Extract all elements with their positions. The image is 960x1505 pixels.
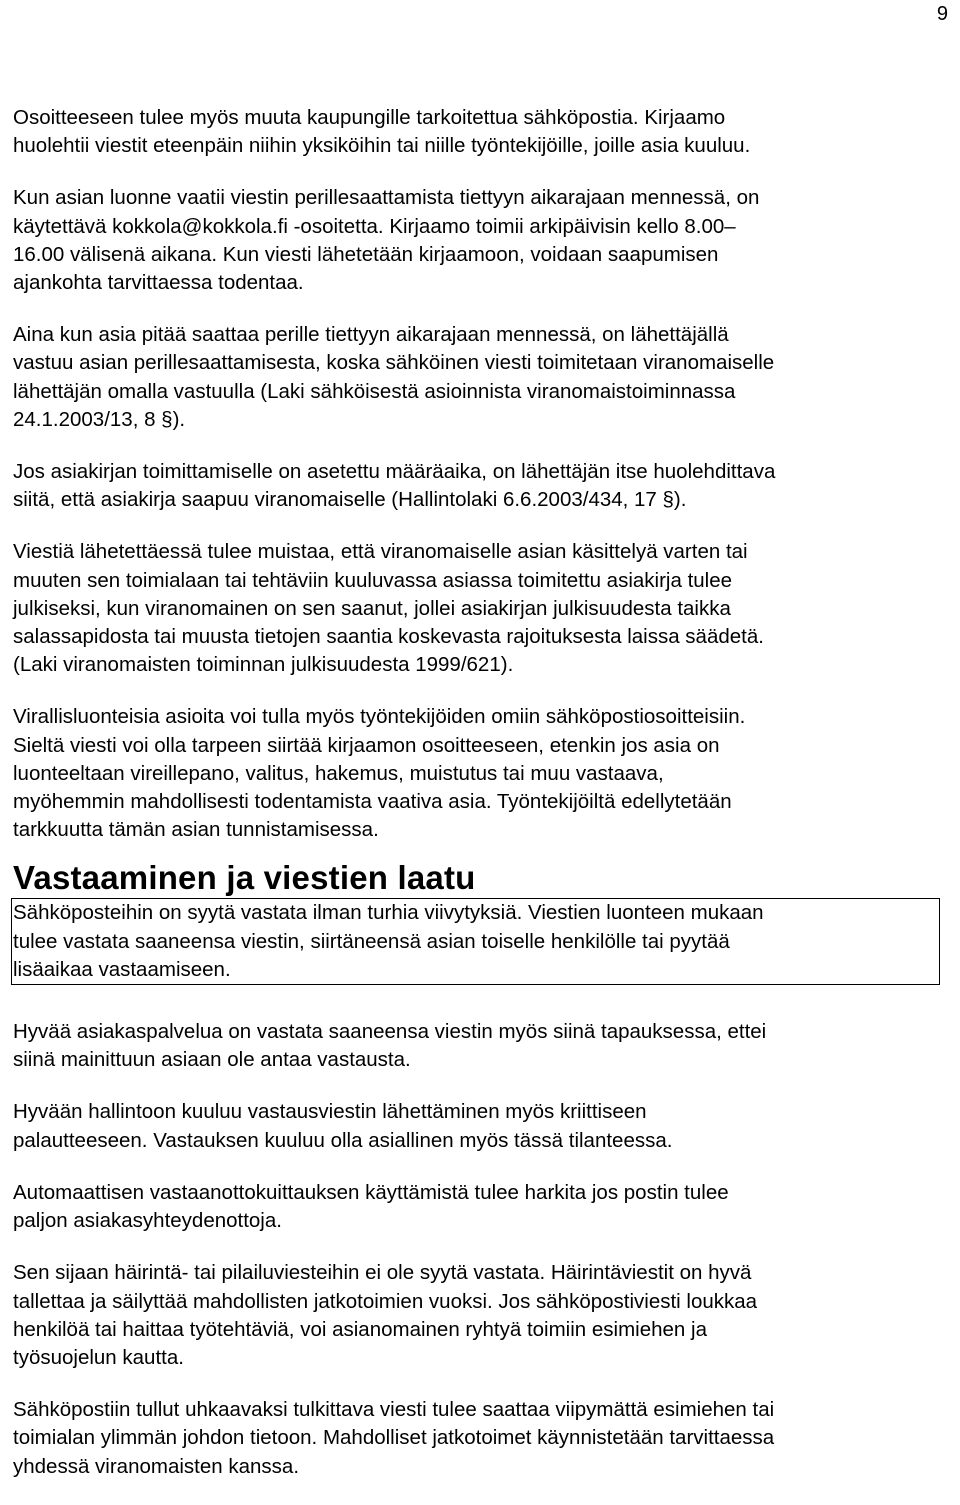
boxed-note	[11, 898, 940, 985]
paragraph-customer-service: Hyvää asiakaspalvelua on vastata saaneensa viestin myös siinä tapauksessa, ettei siinä mainittuun asiaan ole antaa vastausta.	[13, 1020, 767, 1072]
page-number: 9	[936, 3, 948, 25]
document-body	[13, 104, 948, 1505]
paragraph-threats: Sähköpostiin tullut uhkaavaksi tulkittava viesti tulee saattaa viipymättä esimiehen tai toimialan ylimmän johdon tietoon. Mahdolliset jatkotoimet käynnistetään tarvittaessa yhdessä viranomaisten kanssa.	[13, 1398, 775, 1478]
paragraph-official-matters: Virallisluonteisia asioita voi tulla myös työntekijöiden omiin sähköpostiosoitteisiin. Sieltä viesti voi olla tarpeen siirtää kirjaamon osoitteeseen, etenkin jos asia on luonteeltaan vireillepano, valitus, hakemus, muistutus tai muu vastaava, myöhemmin mahdollisesti todentamista vaativa asia. Työntekijöiltä edellytetään tarkkuutta tämän asian tunnistamisessa.	[13, 705, 746, 842]
paragraph-publicity: Viestiä lähetettäessä tulee muistaa, että viranomaiselle asian käsittelyä varten tai muuten sen toimialaan tai tehtäviin kuuluvassa asiassa toimitettu asiakirja tulee julkiseksi, kun viranomainen on sen saanut, jollei asiakirjan julkisuudesta taikka salassapidosta tai muusta tietojen saantia koskevasta rajoituksesta laissa säädetä. (Laki viranomaisten toiminnan julkisuudesta 1999/621).	[13, 540, 764, 677]
section-heading: Vastaaminen ja viestien laatu	[13, 859, 476, 897]
paragraph-harassment: Sen sijaan häirintä- tai pilailuviesteihin ei ole syytä vastata. Häirintäviestit on hyvä tallettaa ja säilyttää mahdollisten jatkotoimien vuoksi. Jos sähköpostiviesti loukkaa henkilöä tai haittaa työtehtäviä, voi asianomainen ryhtyä toimiin esimiehen ja työsuojelun kautta.	[13, 1261, 758, 1369]
paragraph-registry-address: Kun asian luonne vaatii viestin perillesaattamista tiettyyn aikarajaan mennessä, on käytettävä kokkola@kokkola.fi -osoitetta. Kirjaamo toimii arkipäivisin kello 8.00– 16.00 välisenä aikana. Kun viesti lähetetään kirjaamoon, voidaan saapumisen ajankohta tarvittaessa todentaa.	[13, 186, 760, 295]
paragraph-deadline: Jos asiakirjan toimittamiselle on asetettu määräaika, on lähettäjän itse huolehdittava siitä, että asiakirja saapuu viranomaiselle (Hallintolaki 6.6.2003/434, 17 §).	[13, 460, 776, 512]
paragraph-mail-routing: Osoitteeseen tulee myös muuta kaupungille tarkoitettua sähköpostia. Kirjaamo huolehtii viestit eteenpäin niihin yksiköihin tai niille työntekijöille, joille asia kuuluu.	[13, 106, 751, 158]
paragraph-critical-feedback: Hyvään hallintoon kuuluu vastausviestin lähettäminen myös kriittiseen palautteeseen. Vastauksen kuuluu olla asiallinen myös tässä tilanteessa.	[13, 1100, 673, 1152]
paragraph-sender-responsibility: Aina kun asia pitää saattaa perille tiettyyn aikarajaan mennessä, on lähettäjällä vastuu asian perillesaattamisesta, koska sähköinen viesti toimitetaan viranomaiselle lähettäjän omalla vastuulla (Laki sähköisestä asioinnista viranomaistoiminnassa 24.1.2003/13, 8 §).	[13, 323, 775, 431]
paragraph-auto-reply: Automaattisen vastaanottokuittauksen käyttämistä tulee harkita jos postin tulee paljon asiakasyhteydenottoja.	[13, 1180, 729, 1233]
paragraph-reply-promptly: Sähköposteihin on syytä vastata ilman turhia viivytyksiä. Viestien luonteen mukaan tulee vastata saaneensa viestin, siirtäneensä asian toiselle henkilölle tai pyytää lisäaikaa vastaamiseen.	[13, 901, 764, 981]
